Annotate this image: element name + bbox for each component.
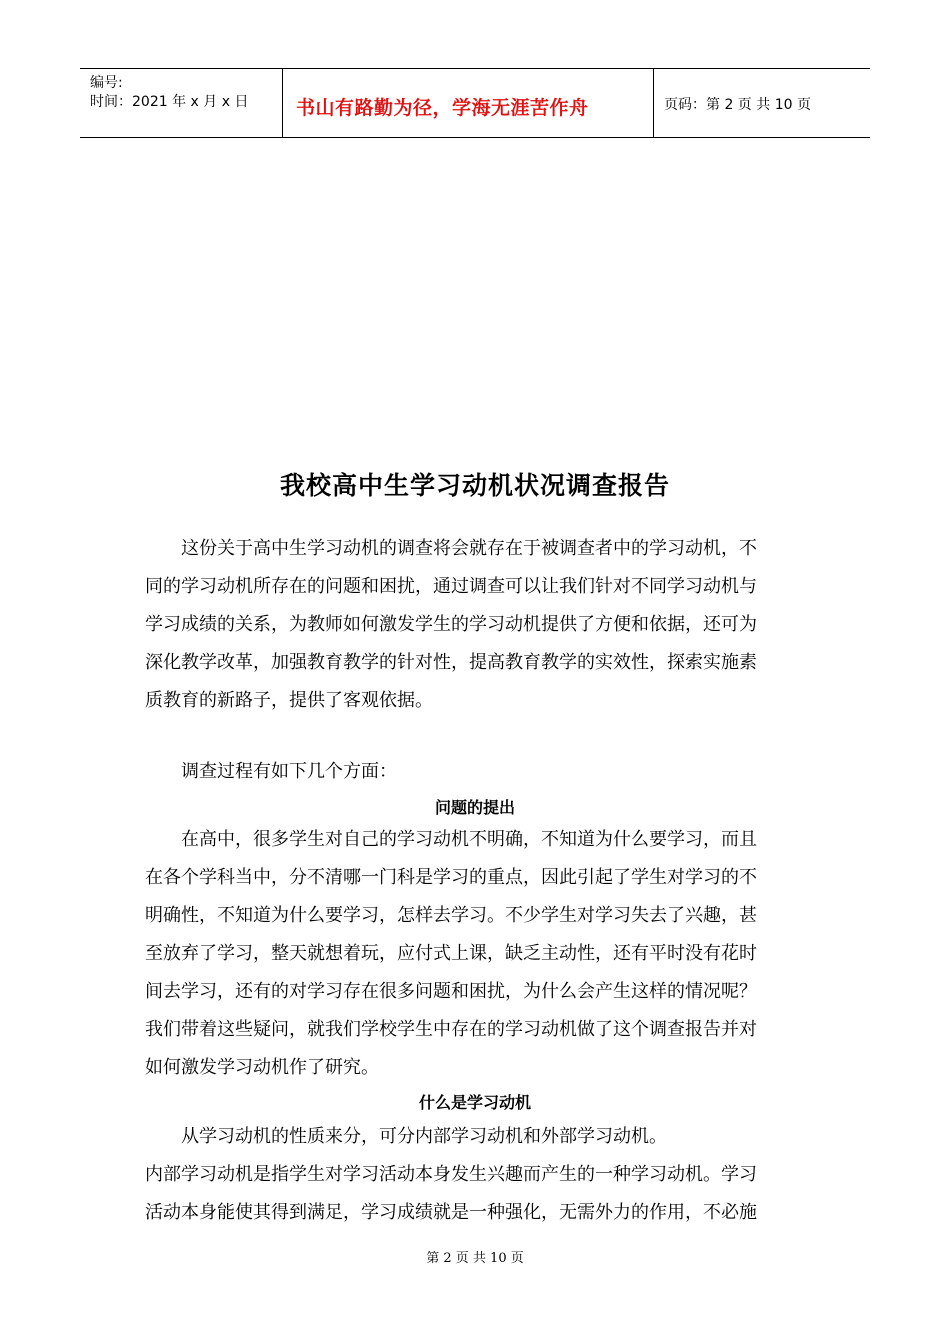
section1-line: 如何激发学习动机作了研究。 xyxy=(145,1057,379,1078)
document-time-label: 时间：2021 年 x 月 x 日 xyxy=(90,94,249,110)
page-footer: 第 2 页 共 10 页 xyxy=(426,1251,524,1266)
process-intro: 调查过程有如下几个方面： xyxy=(181,761,397,782)
report-title: 我校高中生学习动机状况调查报告 xyxy=(279,471,670,500)
intro-line: 质教育的新路子，提供了客观依据。 xyxy=(145,690,433,711)
section1-line: 在各个学科当中，分不清哪一门科是学习的重点，因此引起了学生对学习的不 xyxy=(145,867,757,888)
page-header xyxy=(80,68,870,138)
section1-line: 明确性，不知道为什么要学习，怎样去学习。不少学生对学习失去了兴趣，甚 xyxy=(145,905,757,926)
section2-line: 从学习动机的性质来分，可分内部学习动机和外部学习动机。 xyxy=(181,1126,667,1147)
header-motto: 书山有路勤为径，学海无涯苦作舟 xyxy=(296,97,589,119)
header-page-info: 页码：第 2 页 共 10 页 xyxy=(664,97,811,113)
section1-line: 间去学习，还有的对学习存在很多问题和困扰，为什么会产生这样的情况呢？ xyxy=(145,981,757,1002)
header-meta-cell xyxy=(80,69,283,137)
document-number-label: 编号: xyxy=(90,75,123,91)
intro-line: 这份关于高中生学习动机的调查将会就存在于被调查者中的学习动机，不 xyxy=(181,538,757,559)
section1-line: 在高中，很多学生对自己的学习动机不明确，不知道为什么要学习，而且 xyxy=(181,829,757,850)
header-motto-cell xyxy=(282,69,654,137)
intro-line: 同的学习动机所存在的问题和困扰，通过调查可以让我们针对不同学习动机与 xyxy=(145,576,757,597)
section2-line: 内部学习动机是指学生对学习活动本身发生兴趣而产生的一种学习动机。学习 xyxy=(145,1164,757,1185)
section-heading-problem: 问题的提出 xyxy=(434,798,515,817)
header-page-cell xyxy=(654,69,870,137)
section2-line: 活动本身能使其得到满足，学习成绩就是一种强化，无需外力的作用，不必施 xyxy=(145,1202,757,1223)
intro-line: 深化教学改革，加强教育教学的针对性，提高教育教学的实效性，探索实施素 xyxy=(145,652,757,673)
section1-line: 至放弃了学习，整天就想着玩，应付式上课，缺乏主动性，还有平时没有花时 xyxy=(145,943,757,964)
section-heading-what-is: 什么是学习动机 xyxy=(418,1093,531,1112)
section1-line: 我们带着这些疑问，就我们学校学生中存在的学习动机做了这个调查报告并对 xyxy=(145,1019,757,1040)
intro-line: 学习成绩的关系，为教师如何激发学生的学习动机提供了方便和依据，还可为 xyxy=(145,614,757,635)
